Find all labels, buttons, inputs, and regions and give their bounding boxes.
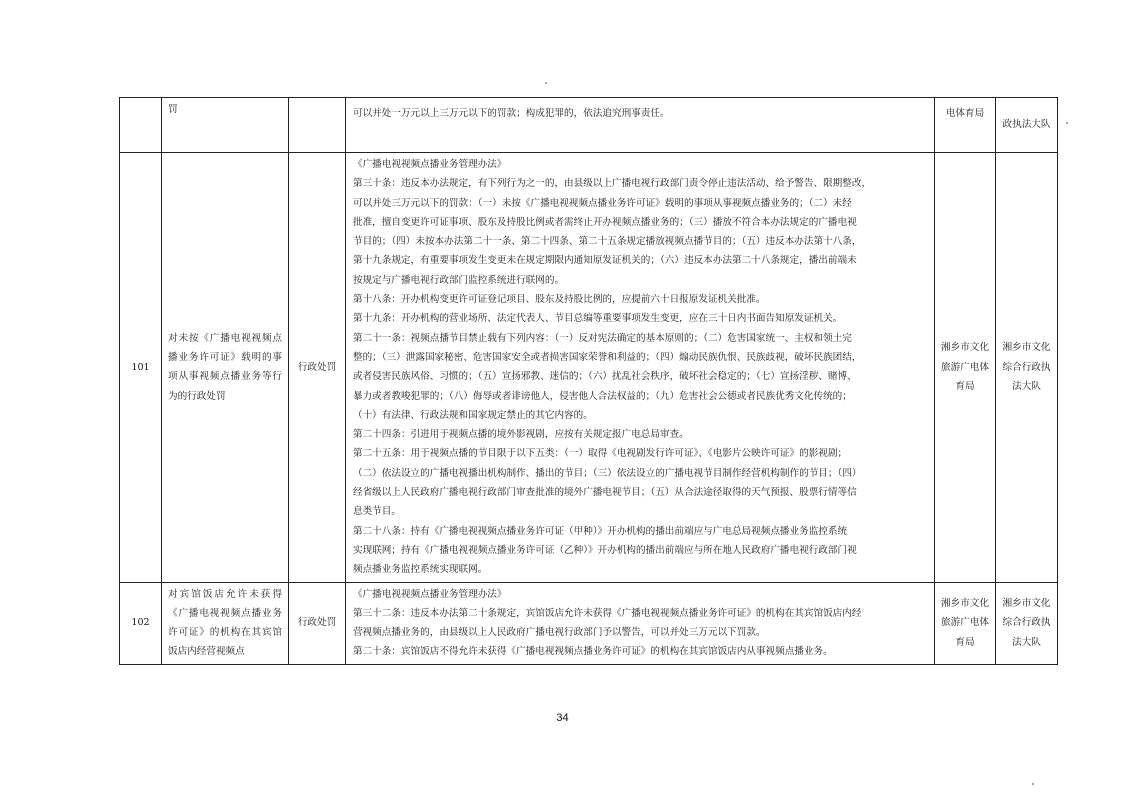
row-number [120, 98, 162, 153]
basis-line: 第三十条：违反本办法规定，有下列行为之一的，由县级以上广播电视行政部门责令停止违法活动、给予警告、限期整改， [353, 178, 872, 190]
item-name: 对未按《广播电视视频点播业务许可证》载明的事项从事视频点播业务等行为的行政处罚 [162, 153, 289, 583]
legal-basis [346, 582, 935, 664]
basis-line: 第十九条：开办机构的营业场所、法定代表人、节目总编等重要事项发生变更，应在三十日内书面告知原发证机关。 [353, 313, 843, 325]
basis-line: 第三十二条：违反本办法第二十条规定，宾馆饭店允许未获得《广播电视视频点播业务许可证》的机构在其宾馆饭店内经 [353, 607, 862, 619]
enforcement-type: 行政处罚 [289, 582, 346, 664]
basis-line: 批准，擅自变更许可证事项、股东及持股比例或者需终止开办视频点播业务的；（三）播放不符合本办法规定的广播电视 [353, 216, 857, 228]
scan-speck [1032, 783, 1034, 785]
table-row [120, 582, 1058, 664]
basis-line: 第二十四条：引进用于视频点播的境外影视剧，应按有关规定报广电总局审查。 [353, 429, 689, 441]
row-number: 101 [120, 153, 162, 583]
page-number: 34 [556, 712, 569, 724]
item-name: 罚 [162, 98, 289, 153]
basis-line: 营视频点播业务的，由县级以上人民政府广播电视行政部门予以警告，可以并处三万元以下罚款。 [353, 627, 766, 639]
basis-line: 息类节目。 [353, 506, 401, 518]
basis-line: 实现联网；持有《广播电视视频点播业务许可证（乙种）》开办机构的播出前端应与所在地人民政府广播电视行政部门视 [353, 544, 857, 556]
legal-basis [346, 98, 935, 153]
basis-line: （二）依法设立的广播电视播出机构制作、播出的节目；（三）依法设立的广播电视节目制作经营机构制作的节目；（四） [353, 467, 862, 479]
table-row [120, 98, 1058, 153]
basis-line: 频点播业务监控系统实现联网。 [353, 564, 488, 576]
basis-line: 第二十一条：视频点播节目禁止载有下列内容：（一）反对宪法确定的基本原则的；（二）危害国家统一、主权和领土完 [353, 332, 852, 344]
enforcement-type [289, 98, 346, 153]
basis-line: 或者侵害民族风俗、习惯的；（五）宣扬邪教、迷信的；（六）扰乱社会秩序，破坏社会稳定的；（七）宣扬淫秽、赌博、 [353, 371, 857, 383]
basis-line: 第二十五条：用于视频点播的节目限于以下五类：（一）取得《电视剧发行许可证》、《电影片公映许可证》的影视剧； [353, 448, 848, 460]
legal-basis [346, 153, 935, 583]
enforcement-org: 湘乡市文化综合行政执法大队 [996, 582, 1058, 664]
basis-line: （十）有法律、行政法规和国家规定禁止的其它内容的。 [353, 409, 593, 421]
basis-line: 经省级以上人民政府广播电视行政部门审查批准的境外广播电视节目；（五）从合法途径取得的天气预报、股票行情等信 [353, 487, 857, 499]
basis-line: 第二十八条：持有《广播电视视频点播业务许可证（甲种）》开办机构的播出前端应与广电总局视频点播业务监控系统 [353, 525, 848, 537]
basis-line: 可以并处三万元以下的罚款：（一）未按《广播电视视频点播业务许可证》载明的事项从事视频点播业务的；（二）未经 [353, 197, 852, 209]
scan-speck [545, 82, 547, 84]
basis-line: 整的；（三）泄露国家秘密、危害国家安全或者损害国家荣誉和利益的；（四）煽动民族仇恨、民族歧视，破坏民族团结， [353, 351, 862, 363]
enforcement-org: 政执法大队 [996, 98, 1058, 153]
basis-line: 《广播电视视频点播业务管理办法》 [353, 159, 507, 170]
scan-speck [1066, 122, 1068, 124]
basis-line: 节目的；（四）未按本办法第二十一条、第二十四条、第二十五条规定播放视频点播节目的；（五）违反本办法第十八条， [353, 236, 862, 248]
item-name: 对宾馆饭店允许未获得《广播电视视频点播业务许可证》的机构在其宾馆饭店内经营视频点 [162, 582, 289, 664]
table-row [120, 153, 1058, 583]
basis-line: 第十八条：开办机构变更许可证登记项目、股东及持股比例的，应提前六十日报原发证机关批准。 [353, 294, 766, 306]
row-number: 102 [120, 582, 162, 664]
responsible-dept: 湘乡市文化旅游广电体育局 [935, 153, 996, 583]
basis-line: 暴力或者教唆犯罪的；（八）侮辱或者诽谤他人，侵害他人合法权益的；（九）危害社会公德或者民族优秀文化传统的； [353, 390, 852, 402]
responsible-dept: 湘乡市文化旅游广电体育局 [935, 582, 996, 664]
responsible-dept: 电体育局 [935, 98, 996, 153]
basis-line: 第十九条规定，有重要事项发生变更未在规定期限内通知原发证机关的；（六）违反本办法第二十八条规定，播出前端未 [353, 255, 857, 267]
basis-line: 可以并处一万元以上三万元以下的罚款；构成犯罪的，依法追究刑事责任。 [353, 108, 670, 119]
enforcement-org: 湘乡市文化综合行政执法大队 [996, 153, 1058, 583]
enforcement-table [119, 97, 1058, 665]
basis-line: 《广播电视视频点播业务管理办法》 [353, 588, 507, 600]
basis-line: 按规定与广播电视行政部门监控系统进行联网的。 [353, 274, 565, 286]
basis-line: 第二十条：宾馆饭店不得允许未获得《广播电视视频点播业务许可证》的机构在其宾馆饭店内从事视频点播业务。 [353, 646, 833, 658]
enforcement-type: 行政处罚 [289, 153, 346, 583]
